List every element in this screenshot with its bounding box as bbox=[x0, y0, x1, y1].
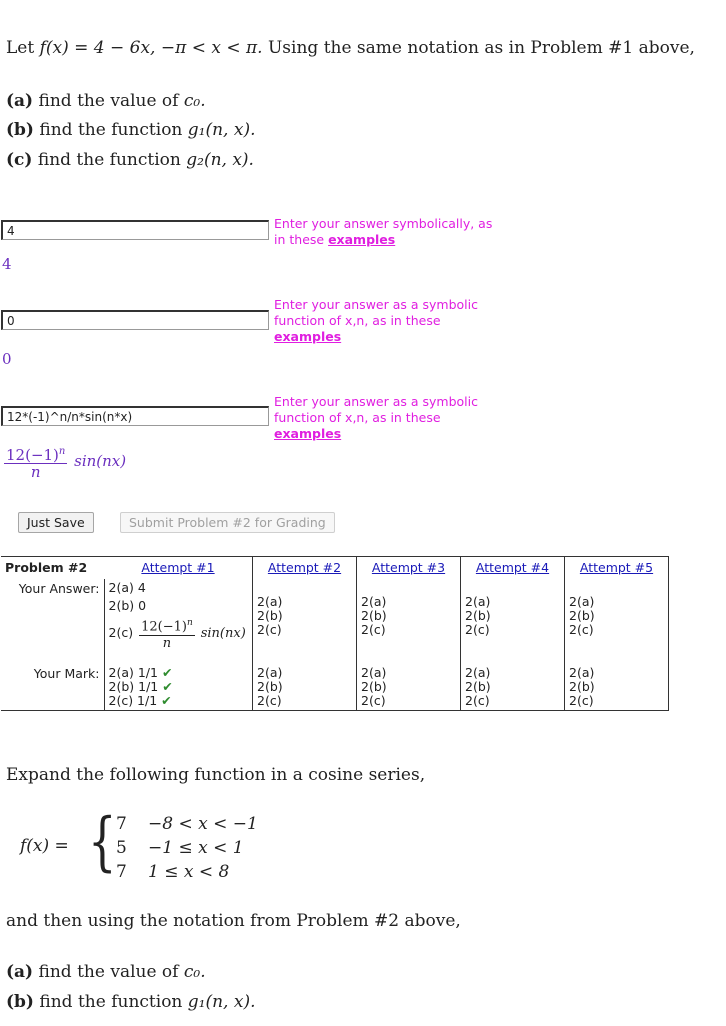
attempt-link-5[interactable]: Attempt #5 bbox=[579, 560, 654, 575]
part-math: c₀. bbox=[183, 91, 206, 111]
fraction-numerator bbox=[4, 444, 67, 464]
check-icon: ✔ bbox=[161, 693, 172, 709]
empty-a: 2(a) bbox=[465, 594, 491, 609]
attempt-link-1[interactable]: Attempt #1 bbox=[141, 560, 215, 575]
mark-c bbox=[109, 694, 249, 708]
empty-a: 2(a) bbox=[257, 594, 283, 609]
empty-a: 2(a) bbox=[465, 665, 491, 681]
mark-text: 2(b) 1/1 bbox=[108, 679, 159, 695]
examples-link[interactable]: examples bbox=[274, 329, 342, 344]
preview-fraction bbox=[4, 444, 67, 480]
mark-text: 2(a) 1/1 bbox=[108, 665, 158, 681]
case-row bbox=[116, 860, 258, 884]
fx-label: f(x) = bbox=[20, 836, 69, 856]
problem-label: Problem #2 bbox=[1, 557, 104, 580]
answer-c bbox=[109, 615, 249, 652]
your-mark-label: Your Mark: bbox=[1, 660, 104, 711]
attempt3-answers bbox=[357, 579, 461, 660]
empty-c: 2(c) bbox=[569, 693, 594, 709]
check-icon: ✔ bbox=[161, 665, 173, 681]
empty-b: 2(b) bbox=[569, 608, 595, 623]
empty-a: 2(a) bbox=[361, 665, 387, 681]
empty-c: 2(c) bbox=[257, 622, 282, 637]
part-math: g₂(n, x). bbox=[186, 150, 254, 170]
brace-icon: { bbox=[88, 805, 117, 879]
empty-a: 2(a) bbox=[569, 594, 595, 609]
empty-a: 2(a) bbox=[569, 665, 595, 681]
fraction-denominator: n bbox=[30, 463, 41, 481]
answer-input-c[interactable] bbox=[1, 406, 269, 426]
case-value: 5 bbox=[116, 838, 127, 858]
preview-b: 0 bbox=[2, 350, 12, 368]
case-value: 7 bbox=[116, 862, 127, 882]
empty-a: 2(a) bbox=[361, 594, 387, 609]
fraction-numerator bbox=[139, 615, 195, 636]
attempt2-marks bbox=[253, 660, 357, 711]
part-text: find the function bbox=[39, 120, 188, 140]
mark-a bbox=[109, 666, 249, 680]
intro-suffix: Using the same notation as in Problem #1 above, bbox=[262, 38, 695, 58]
part-text: find the function bbox=[37, 150, 187, 170]
answer-b: 2(b) 0 bbox=[108, 598, 147, 613]
attempts-table bbox=[1, 556, 669, 711]
case-row bbox=[116, 812, 258, 836]
empty-b: 2(b) bbox=[361, 679, 387, 695]
empty-b: 2(b) bbox=[361, 608, 387, 623]
examples-link[interactable]: examples bbox=[274, 426, 342, 441]
problem2-intro: Expand the following function in a cosine series, bbox=[6, 765, 426, 785]
empty-c: 2(c) bbox=[465, 693, 490, 709]
answer-input-a[interactable] bbox=[1, 220, 269, 240]
p2-part-a bbox=[6, 962, 206, 982]
case-condition: 1 ≤ x < 8 bbox=[148, 862, 230, 882]
examples-link[interactable]: examples bbox=[328, 232, 396, 247]
p2-part-b bbox=[6, 992, 256, 1012]
answer-c-label: 2(c) bbox=[108, 625, 134, 641]
empty-b: 2(b) bbox=[257, 679, 283, 695]
empty-b: 2(b) bbox=[257, 608, 283, 623]
answer-c-tail: sin(nx) bbox=[200, 626, 246, 642]
part-tag: (b) bbox=[6, 120, 34, 140]
attempt5-marks bbox=[565, 660, 669, 711]
hint-c bbox=[274, 394, 504, 442]
hint-text: Enter your answer symbolically, as in these bbox=[274, 216, 493, 247]
empty-c: 2(c) bbox=[465, 622, 490, 637]
part-tag: (c) bbox=[6, 150, 33, 170]
case-condition: −1 ≤ x < 1 bbox=[148, 838, 244, 858]
preview-tail: sin(nx) bbox=[74, 452, 127, 470]
attempt-header bbox=[461, 557, 565, 580]
empty-c: 2(c) bbox=[569, 622, 594, 637]
case-value: 7 bbox=[116, 814, 127, 834]
function-definition: f(x) = 4 − 6x, −π < x < π. bbox=[39, 38, 263, 58]
numerator-text: 12(−1) bbox=[6, 446, 59, 464]
submit-button[interactable]: Submit Problem #2 for Grading bbox=[120, 512, 335, 533]
intro-prefix: Let bbox=[6, 38, 40, 58]
attempt-link-4[interactable]: Attempt #4 bbox=[475, 560, 550, 575]
part-a bbox=[6, 91, 206, 111]
piecewise-cases bbox=[116, 812, 258, 884]
attempt-link-2[interactable]: Attempt #2 bbox=[267, 560, 342, 575]
attempt1-answers bbox=[104, 579, 253, 660]
hint-b bbox=[274, 297, 504, 345]
empty-c: 2(c) bbox=[361, 693, 386, 709]
numerator-exponent: n bbox=[58, 446, 66, 457]
answer-input-b[interactable] bbox=[1, 310, 269, 330]
hint-a bbox=[274, 216, 504, 248]
empty-a: 2(a) bbox=[257, 665, 283, 681]
part-math: c₀. bbox=[183, 962, 206, 982]
answer-c-fraction bbox=[139, 615, 195, 652]
mark-b bbox=[109, 680, 249, 694]
hint-text: Enter your answer as a symbolic function of x,n, as in these bbox=[274, 394, 478, 425]
answer-a: 2(a) 4 bbox=[108, 580, 146, 595]
attempt3-marks bbox=[357, 660, 461, 711]
attempt4-marks bbox=[461, 660, 565, 711]
part-tag: (b) bbox=[6, 992, 34, 1012]
empty-c: 2(c) bbox=[361, 622, 386, 637]
attempt-header bbox=[565, 557, 669, 580]
mark-row bbox=[1, 660, 669, 711]
numerator-exponent: n bbox=[186, 618, 193, 628]
numerator-text: 12(−1) bbox=[141, 619, 187, 635]
fraction-denominator: n bbox=[162, 636, 172, 652]
preview-a: 4 bbox=[2, 255, 12, 273]
problem1-statement bbox=[6, 38, 695, 58]
part-b bbox=[6, 120, 256, 140]
part-math: g₁(n, x). bbox=[187, 992, 256, 1012]
attempt-header bbox=[357, 557, 461, 580]
attempt-link-3[interactable]: Attempt #3 bbox=[371, 560, 446, 575]
attempt-header bbox=[253, 557, 357, 580]
part-tag: (a) bbox=[6, 962, 34, 982]
check-icon: ✔ bbox=[162, 679, 173, 695]
mark-text: 2(c) 1/1 bbox=[108, 693, 158, 709]
attempt-header bbox=[104, 557, 253, 580]
attempt2-answers bbox=[253, 579, 357, 660]
attempt1-marks bbox=[104, 660, 253, 711]
attempt5-answers bbox=[565, 579, 669, 660]
your-answer-label: Your Answer: bbox=[18, 581, 100, 596]
part-c bbox=[6, 150, 254, 170]
problem2-after: and then using the notation from Problem #2 above, bbox=[6, 911, 461, 931]
empty-c: 2(c) bbox=[257, 693, 282, 709]
empty-b: 2(b) bbox=[465, 608, 491, 623]
empty-b: 2(b) bbox=[569, 679, 595, 695]
part-math: g₁(n, x). bbox=[187, 120, 256, 140]
case-condition: −8 < x < −1 bbox=[148, 814, 258, 834]
part-text: find the value of bbox=[38, 962, 184, 982]
just-save-button[interactable]: Just Save bbox=[18, 512, 94, 533]
answer-row bbox=[1, 579, 669, 660]
attempt4-answers bbox=[461, 579, 565, 660]
part-text: find the value of bbox=[38, 91, 184, 111]
header-row bbox=[1, 557, 669, 580]
part-tag: (a) bbox=[6, 91, 34, 111]
hint-text: Enter your answer as a symbolic function of x,n, as in these bbox=[274, 297, 478, 328]
case-row bbox=[116, 836, 258, 860]
part-text: find the function bbox=[39, 992, 188, 1012]
empty-b: 2(b) bbox=[465, 679, 491, 695]
preview-c bbox=[2, 444, 126, 480]
